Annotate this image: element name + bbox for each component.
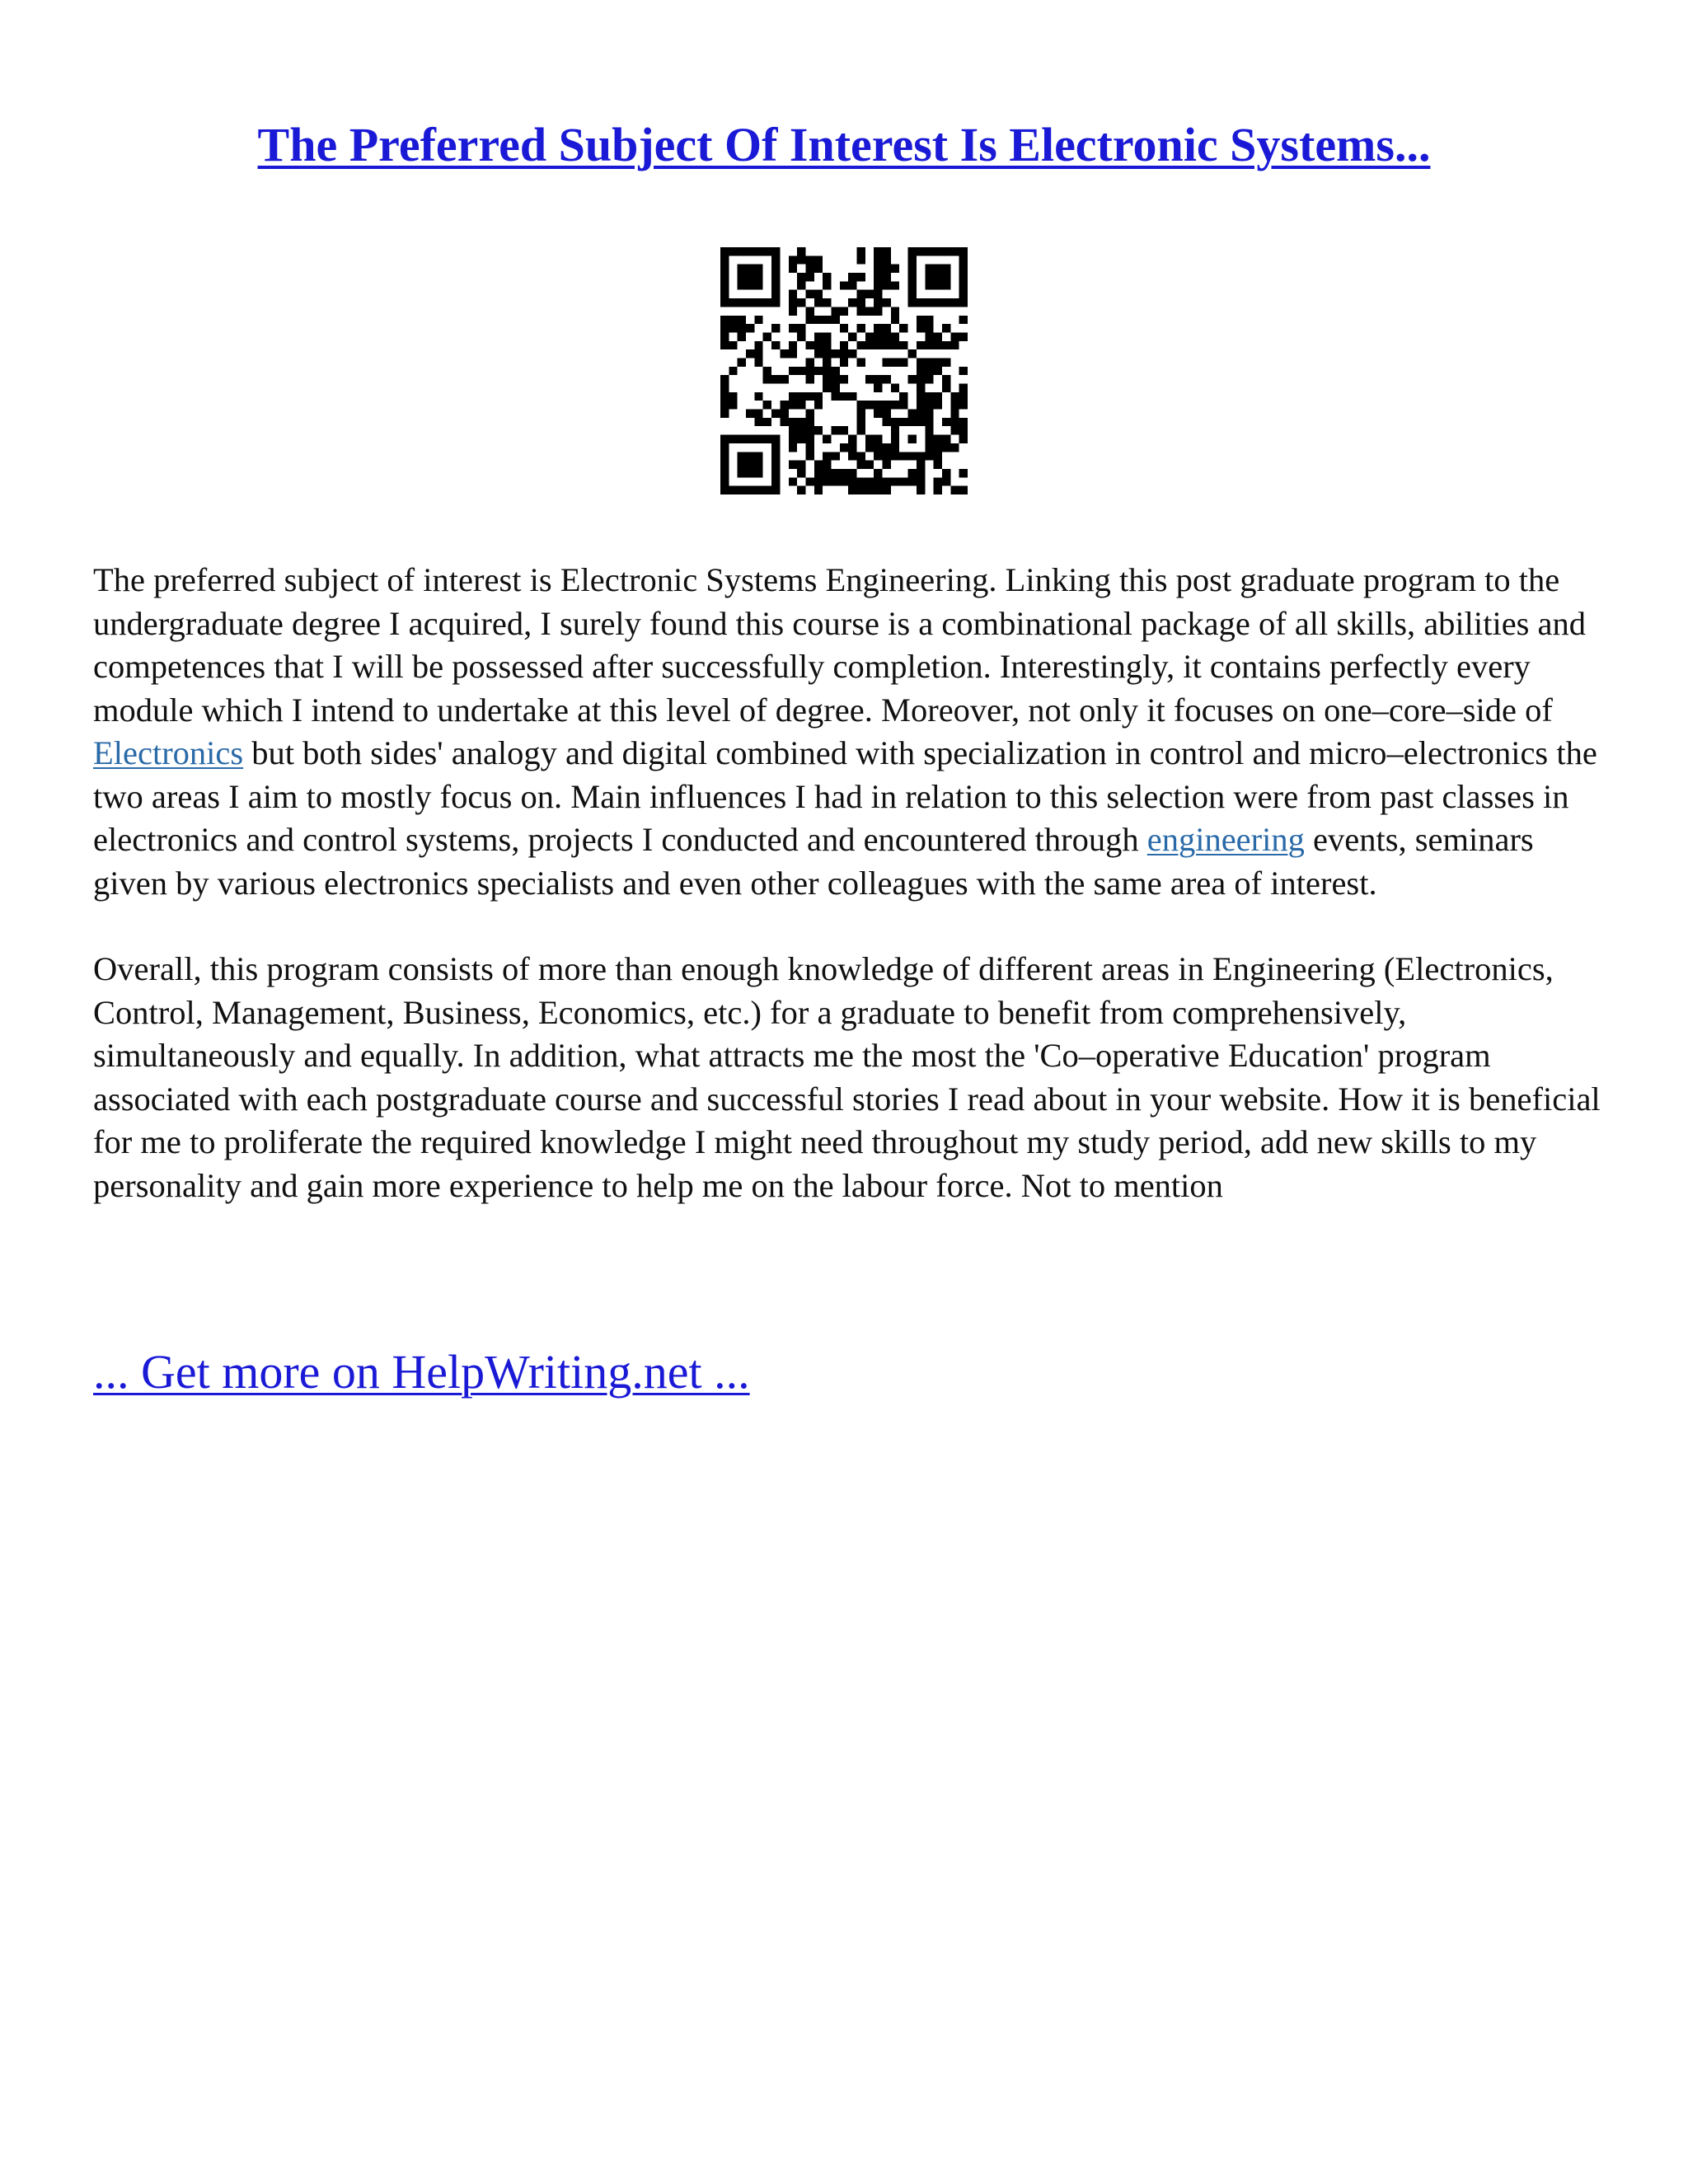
paragraph-1 bbox=[93, 559, 1606, 905]
qr-code-icon bbox=[720, 247, 968, 494]
paragraph-1-text-a: The preferred subject of interest is Electronic Systems Engineering. Linking this post graduate program to the undergraduate degree I acquired, I surely found this course is a combinational package of all skills, abilities and competences that I will be possessed after successfully completion. Interestingly, it contains perfectly every module which I intend to undertake at this level of degree. Moreover, not only it focuses on one–core–side of bbox=[93, 561, 1587, 729]
paragraph-2: Overall, this program consists of more than enough knowledge of different areas in Engineering (Electronics, Control, Management, Business, Economics, etc.) for a graduate to benefit from comprehensively, simultaneously and equally. In addition, what attracts me the most the 'Co–operative Education' program associated with each postgraduate course and successful stories I read about in your website. How it is beneficial for me to proliferate the required knowledge I might need throughout my study period, add new skills to my personality and gain more experience to help me on the labour force. Not to mention bbox=[93, 950, 1601, 1204]
engineering-link[interactable]: engineering bbox=[1146, 821, 1305, 858]
get-more-link[interactable]: ... Get more on HelpWriting.net ... bbox=[93, 1345, 750, 1399]
electronics-link[interactable]: Electronics bbox=[93, 734, 244, 771]
paragraph-1-text-b: but both sides' analogy and digital combined with specialization in control and micro–electronics the two areas I aim to mostly focus on. Main influences I had in relation to this selection were from past classes in electronics and control systems, projects I conducted and encountered through bbox=[93, 734, 1597, 858]
essay-body bbox=[93, 559, 1606, 1250]
paragraph-1-text-c: events, seminars given by various electronics specialists and even other colleagues with the same area of interest. bbox=[93, 821, 1534, 902]
page-title bbox=[0, 115, 1688, 175]
title-link[interactable]: The Preferred Subject Of Interest Is Electronic Systems... bbox=[257, 118, 1431, 171]
